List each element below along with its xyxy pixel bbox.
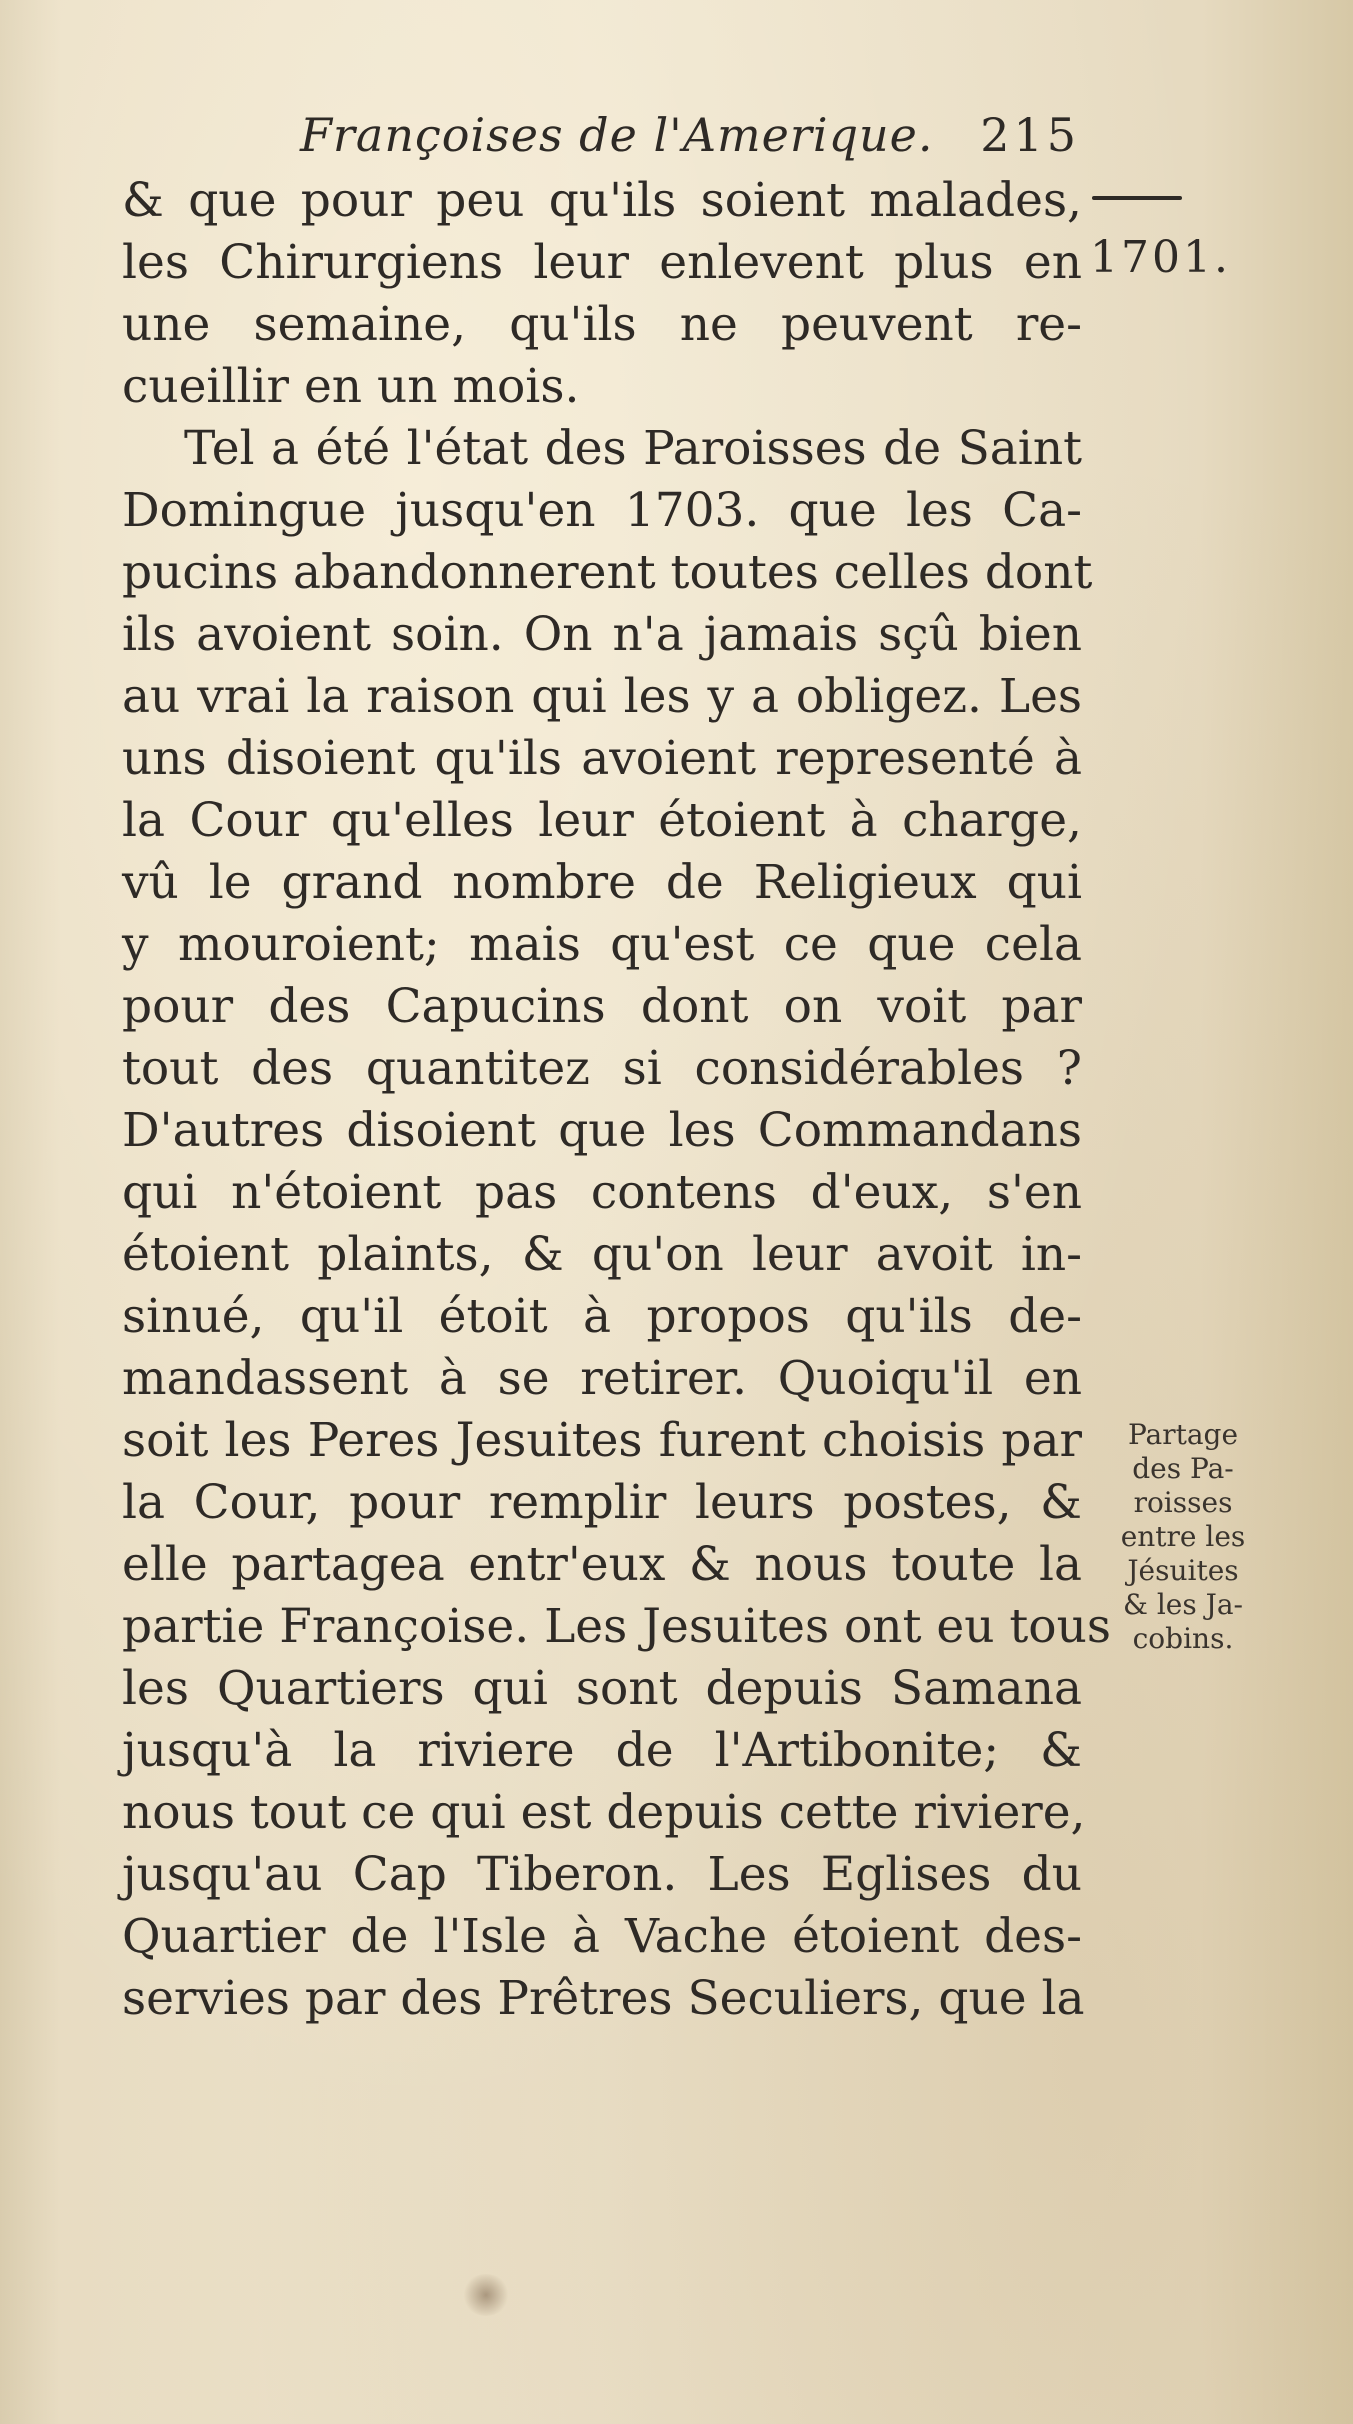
text-line: cueillir en un mois. (122, 359, 580, 414)
margin-note-line: cobins. (1132, 1622, 1234, 1655)
text-line: tout des quantitez si considérables ? (122, 1041, 1082, 1096)
body-text (122, 170, 1111, 2030)
page-header (300, 108, 1080, 168)
text-line: sinué, qu'il étoit à propos qu'ils de- (122, 1289, 1082, 1344)
text-line: qui n'étoient pas contens d'eux, s'en (122, 1165, 1082, 1220)
text-line: uns disoient qu'ils avoient representé à (122, 731, 1082, 786)
text-line: ils avoient soin. On n'a jamais sçû bien (122, 607, 1082, 662)
text-line: les Chirurgiens leur enlevent plus en (122, 235, 1082, 290)
text-line: & que pour peu qu'ils soient malades, (122, 173, 1082, 228)
text-line: partie Françoise. Les Jesuites ont eu tous (122, 1599, 1111, 1654)
text-line: nous tout ce qui est depuis cette riviere, (122, 1785, 1086, 1840)
text-line: vû le grand nombre de Religieux qui (122, 855, 1082, 910)
running-title: Françoises de l'Amerique. (300, 108, 934, 162)
text-line: Quartier de l'Isle à Vache étoient des- (122, 1909, 1082, 1964)
text-line: une semaine, qu'ils ne peuvent re- (122, 297, 1082, 352)
text-line: la Cour, pour remplir leurs postes, & (122, 1475, 1082, 1530)
text-line: au vrai la raison qui les y a obligez. Les (122, 669, 1082, 724)
margin-note-line: roisses (1133, 1486, 1233, 1519)
text-line: servies par des Prêtres Seculiers, que la (122, 1971, 1085, 2026)
text-line: les Quartiers qui sont depuis Samana (122, 1661, 1082, 1716)
ink-stain (462, 2274, 510, 2316)
text-line: jusqu'à la riviere de l'Artibonite; & (122, 1723, 1082, 1778)
page-number: 215 (980, 108, 1080, 162)
margin-note-line: & les Ja- (1123, 1588, 1243, 1621)
text-line: Tel a été l'état des Paroisses de Saint (184, 421, 1082, 476)
text-line: D'autres disoient que les Commandans (122, 1103, 1082, 1158)
text-line: y mouroient; mais qu'est ce que cela (122, 917, 1082, 972)
text-line: la Cour qu'elles leur étoient à charge, (122, 793, 1082, 848)
text-line: jusqu'au Cap Tiberon. Les Eglises du (122, 1847, 1082, 1902)
margin-note-line: Jésuites (1127, 1554, 1239, 1587)
margin-dash (1092, 196, 1182, 200)
text-line: mandassent à se retirer. Quoiqu'il en (122, 1351, 1082, 1406)
text-line: pucins abandonnerent toutes celles dont (122, 545, 1093, 600)
text-line: étoient plaints, & qu'on leur avoit in- (122, 1227, 1082, 1282)
text-line: Domingue jusqu'en 1703. que les Ca- (122, 483, 1082, 538)
text-line: soit les Peres Jesuites furent choisis par (122, 1413, 1082, 1468)
text-line: pour des Capucins dont on voit par (122, 979, 1082, 1034)
margin-note-line: Partage (1127, 1418, 1239, 1451)
text-line: elle partagea entr'eux & nous toute la (122, 1537, 1082, 1592)
margin-note (1108, 1418, 1258, 1656)
margin-note-line: des Pa- (1132, 1452, 1234, 1485)
margin-year: 1701. (1090, 232, 1231, 283)
margin-note-line: entre les (1120, 1520, 1246, 1553)
